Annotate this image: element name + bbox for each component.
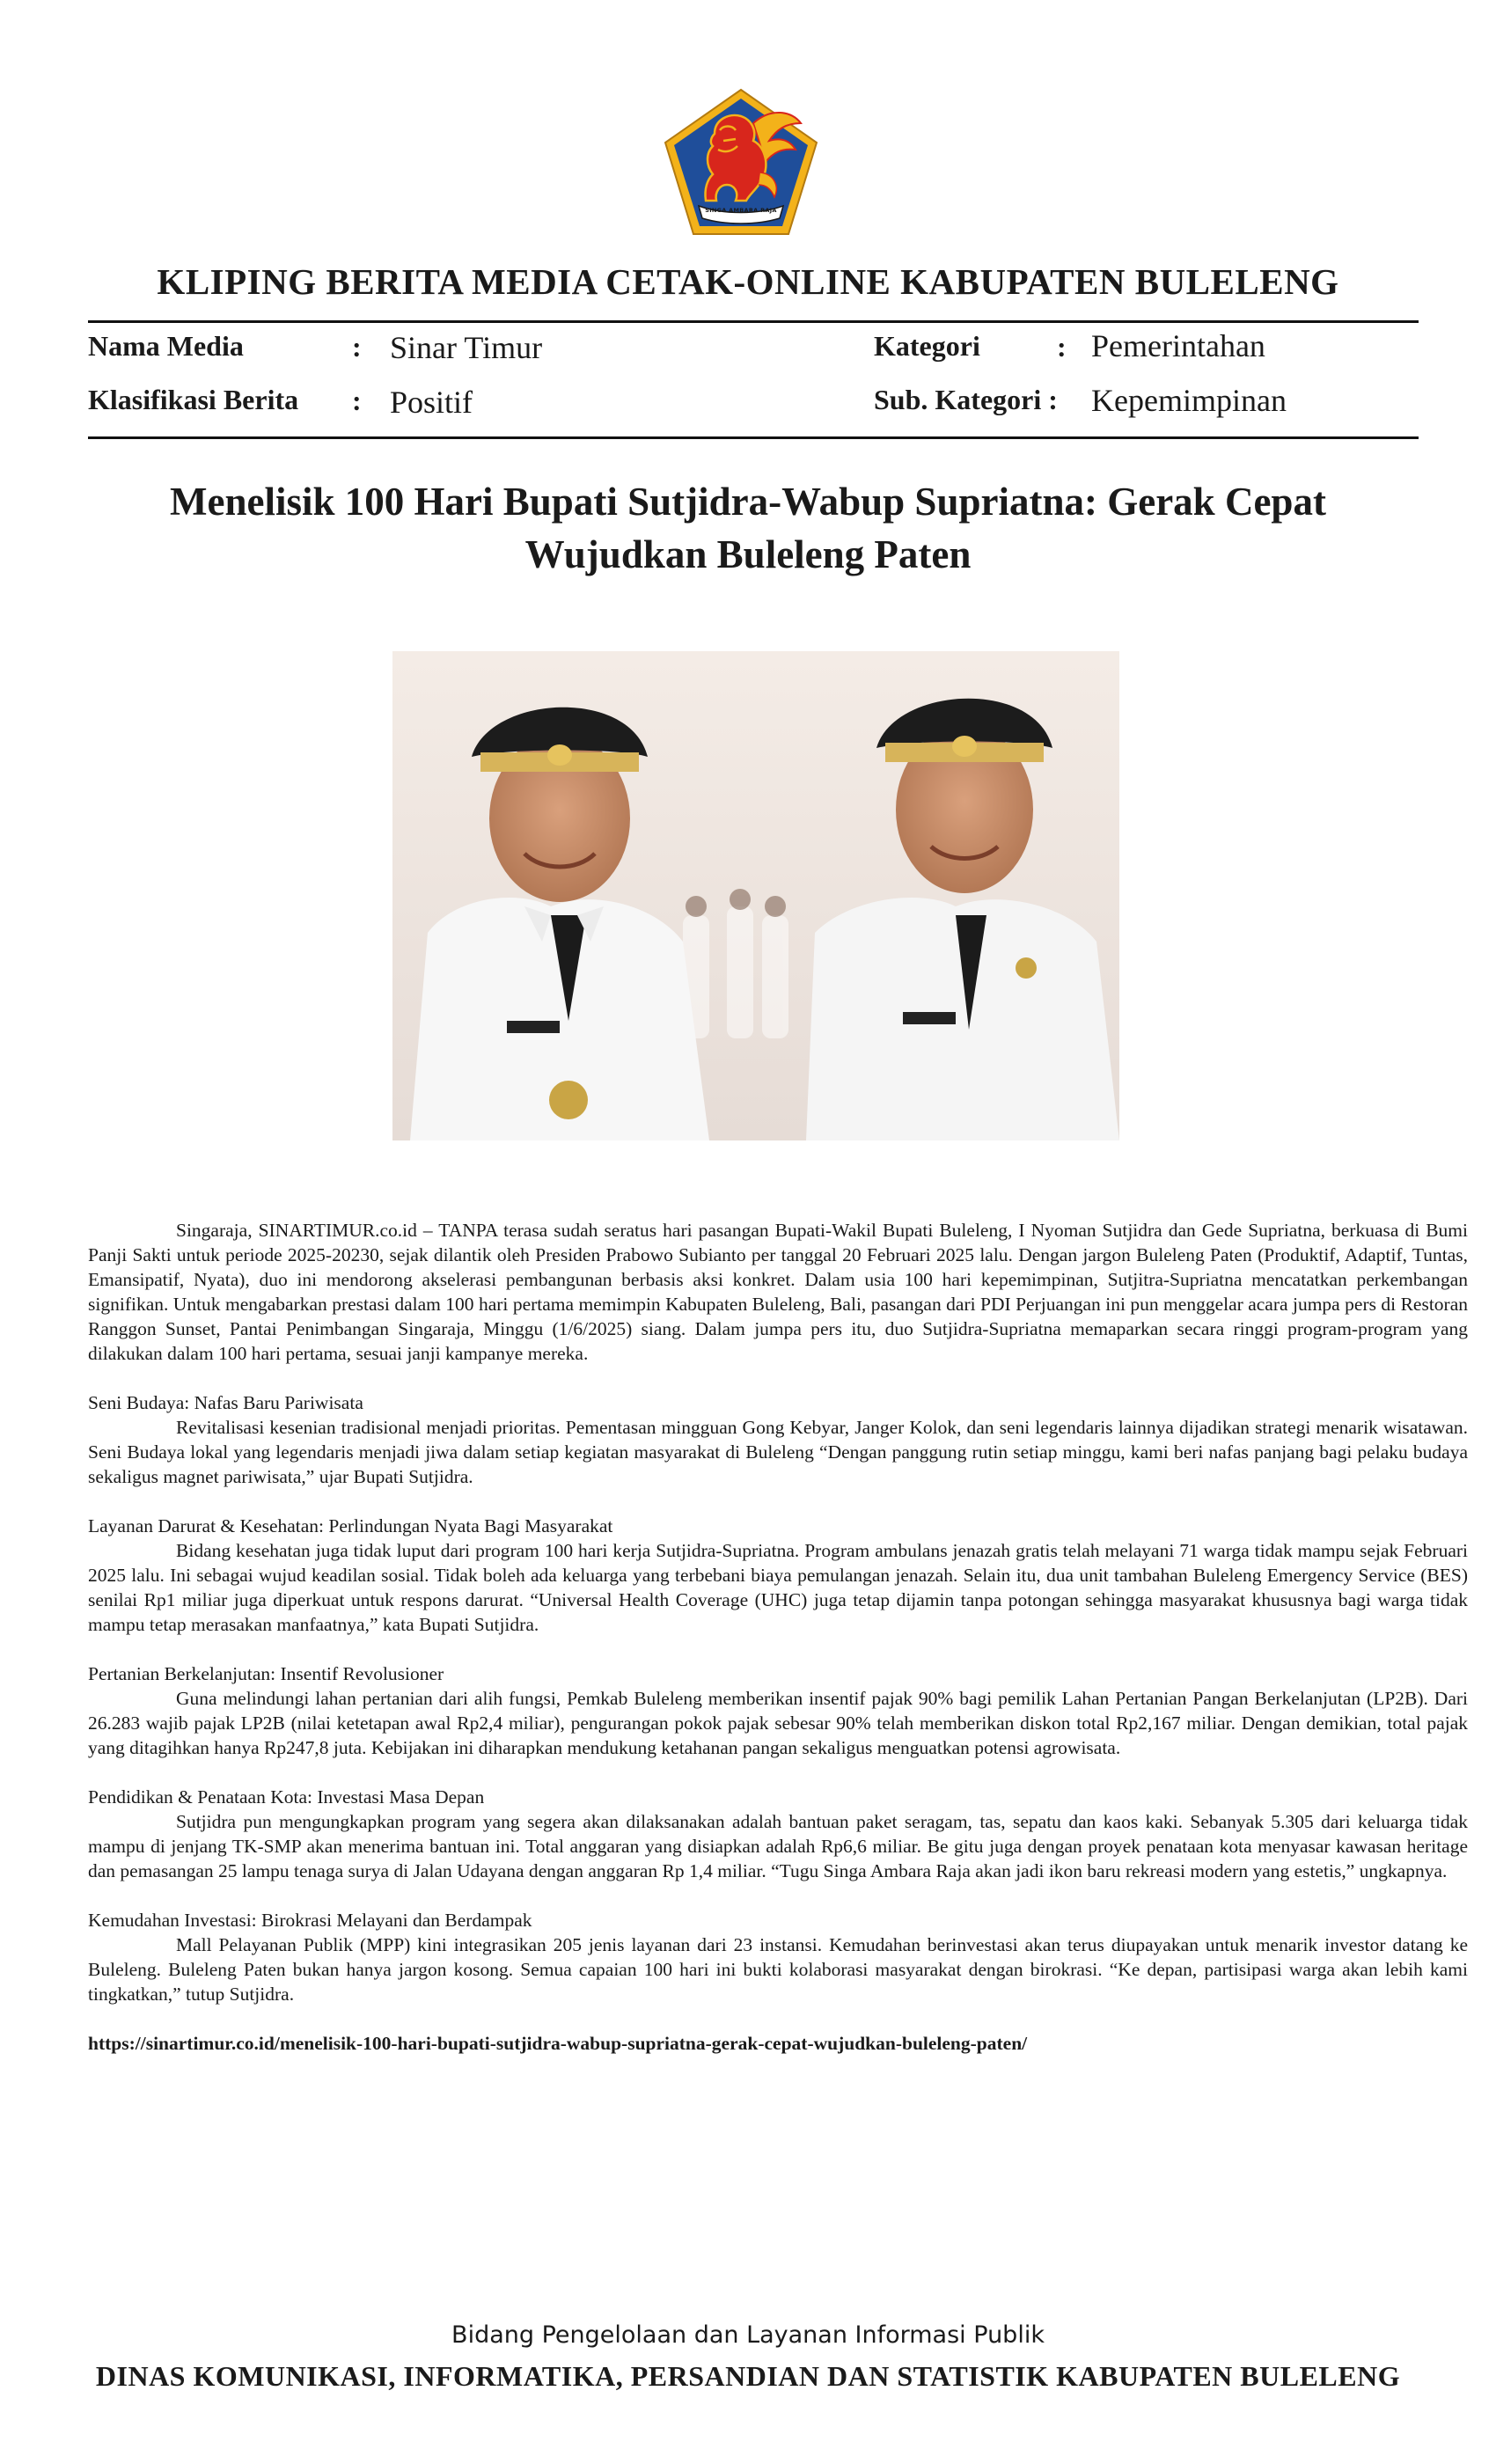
klasifikasi-value: Positif (390, 385, 473, 420)
clipping-header-title: KLIPING BERITA MEDIA CETAK-ONLINE KABUPATEN BULELENG (157, 261, 1339, 302)
section-heading: Layanan Darurat & Kesehatan: Perlindungan Nyata Bagi Masyarakat (88, 1515, 613, 1536)
klasifikasi-label: Klasifikasi Berita (88, 384, 299, 415)
media-label: Nama Media (88, 330, 244, 362)
kategori-colon: : (1057, 331, 1067, 363)
kategori-label: Kategori (874, 330, 980, 362)
article-photo (392, 651, 1119, 1140)
source-url-link[interactable]: https://sinartimur.co.id/menelisik-100-hari-bupati-sutjidra-wabup-supriatna-gerak-cepat-wujudkan-buleleng-paten/ (88, 2033, 1028, 2054)
media-value: Sinar Timur (390, 330, 543, 365)
section-text: Guna melindungi lahan pertanian dari alih fungsi, Pemkab Buleleng memberikan insentif pajak 90% bagi pemilik Lahan Pertanian Pangan Berkelanjutan (LP2B). Dari 26.283 wajib pajak LP2B (nilai ketetapan awal Rp2,4 miliar), pengurangan pokok pajak sebesar 90% telah memberikan diskon total Rp2,167 miliar. Dengan demikian, total pajak yang ditagihkan hanya Rp247,8 juta. Kebijakan ini diharapkan mendukung ketahanan pangan sekaligus menguatkan potensi agrowisata. (88, 1688, 1468, 1758)
section-heading: Seni Budaya: Nafas Baru Pariwisata (88, 1392, 363, 1413)
section-text: Sutjidra pun mengungkapkan program yang segera akan dilaksanakan adalah bantuan paket seragam, tas, sepatu dan kaos kaki. Sebanyak 5.305 dari keluarga tidak mampu di jenjang TK-SMP akan menerima bantuan ini. Total anggaran yang disiapkan adalah Rp6,6 miliar. Be gitu juga dengan proyek penataan kota menyasar kawasan heritage dan pemasangan 25 lampu tenaga surya di Jalan Udayana dengan anggaran Rp 1,4 miliar. “Tugu Singa Ambara Raja akan jadi ikon baru rekreasi modern yang estetis,” ungkapnya. (88, 1811, 1468, 1881)
officials-photo-icon (392, 651, 1119, 1140)
header-rule-bottom (88, 436, 1419, 439)
section-text: Mall Pelayanan Publik (MPP) kini integrasikan 205 jenis layanan dari 23 instansi. Kemudahan berinvestasi akan terus diupayakan untuk menarik investor datang ke Buleleng. Buleleng Paten bukan hanya jargon kosong. Semua capaian 100 hari ini bukti kolaborasi masyarakat dengan birokrasi. “Ke depan, partisipasi warga akan lebih kami tingkatkan,” tutup Sutjidra. (88, 1934, 1468, 2005)
section-heading: Pertanian Berkelanjutan: Insentif Revolusioner (88, 1663, 444, 1684)
section-text: Bidang kesehatan juga tidak luput dari program 100 hari kerja Sutjidra-Supriatna. Program ambulans jenazah gratis telah melayani 71 warga tidak mampu sejak Februari 2025 lalu. Ini sebagai wujud keadilan sosial. Tidak boleh ada keluarga yang terbebani biaya pemulangan jenazah. Selain itu, dua unit tambahan Buleleng Emergency Service (BES) senilai Rp1 miliar juga diperkuat untuk respons darurat. “Universal Health Coverage (UHC) juga tetap dijamin tanpa potongan sehingga masyarakat khususnya bagi warga tidak mampu tetap merasakan manfaatnya,” kata Bupati Sutjidra. (88, 1540, 1468, 1635)
section-heading: Pendidikan & Penataan Kota: Investasi Masa Depan (88, 1786, 485, 1808)
section-text: Revitalisasi kesenian tradisional menjadi prioritas. Pementasan mingguan Gong Kebyar, Janger Kolok, dan seni legendaris lainnya dijadikan strategi menarik wisatawan. Seni Budaya lokal yang legendaris menjadi jiwa dalam setiap kegiatan masyarakat di Buleleng “Dengan panggung rutin setiap minggu, kami beri nafas panjang bagi pelaku budaya sekaligus magnet pariwisata,” ujar Bupati Sutjidra. (88, 1417, 1468, 1487)
klasifikasi-colon: : (352, 385, 362, 416)
footer-agency: DINAS KOMUNIKASI, INFORMATIKA, PERSANDIAN DAN STATISTIK KABUPATEN BULELENG (95, 2360, 1401, 2392)
emblem-motto: SINGA AMBARA RAJA (705, 207, 777, 214)
footer-department: Bidang Pengelolaan dan Layanan Informasi Publik (451, 2321, 1045, 2349)
media-colon: : (352, 331, 362, 363)
article-body (88, 1218, 1468, 2056)
header-rule-top (88, 320, 1419, 323)
subkategori-value: Kepemimpinan (1091, 383, 1287, 418)
article-title: Menelisik 100 Hari Bupati Sutjidra-Wabup Supriatna: Gerak Cepat Wujudkan Buleleng Paten (170, 480, 1326, 576)
subkategori-label: Sub. Kategori : (874, 384, 1058, 415)
buleleng-emblem-logo (662, 88, 820, 236)
section-heading: Kemudahan Investasi: Birokrasi Melayani dan Berdampak (88, 1910, 532, 1931)
article-intro: Singaraja, SINARTIMUR.co.id – TANPA terasa sudah seratus hari pasangan Bupati-Wakil Bupati Buleleng, I Nyoman Sutjidra dan Gede Supriatna, berkuasa di Bumi Panji Sakti untuk periode 2025-20230, sejak dilantik oleh Presiden Prabowo Subianto per tanggal 20 Februari 2025 lalu. Dengan jargon Buleleng Paten (Produktif, Adaptif, Tuntas, Emansipatif, Nyata), duo ini mendorong akselerasi pembangunan berbasis aksi konkret. Dalam usia 100 hari kepemimpinan, Sutjitra-Supriatna mencatatkan perkembangan signifikan. Untuk mengabarkan prestasi dalam 100 hari pertama memimpin Kabupaten Buleleng, Bali, pasangan dari PDI Perjuangan ini pun menggelar acara jumpa pers di Restoran Ranggon Sunset, Pantai Penimbangan Singaraja, Minggu (1/6/2025) siang. Dalam jumpa pers itu, duo Sutjidra-Supriatna memaparkan secara ringgi program-program yang dilakukan dalam 100 hari pertama, sesuai janji kampanye mereka. (88, 1220, 1468, 1364)
kategori-value: Pemerintahan (1091, 328, 1265, 363)
